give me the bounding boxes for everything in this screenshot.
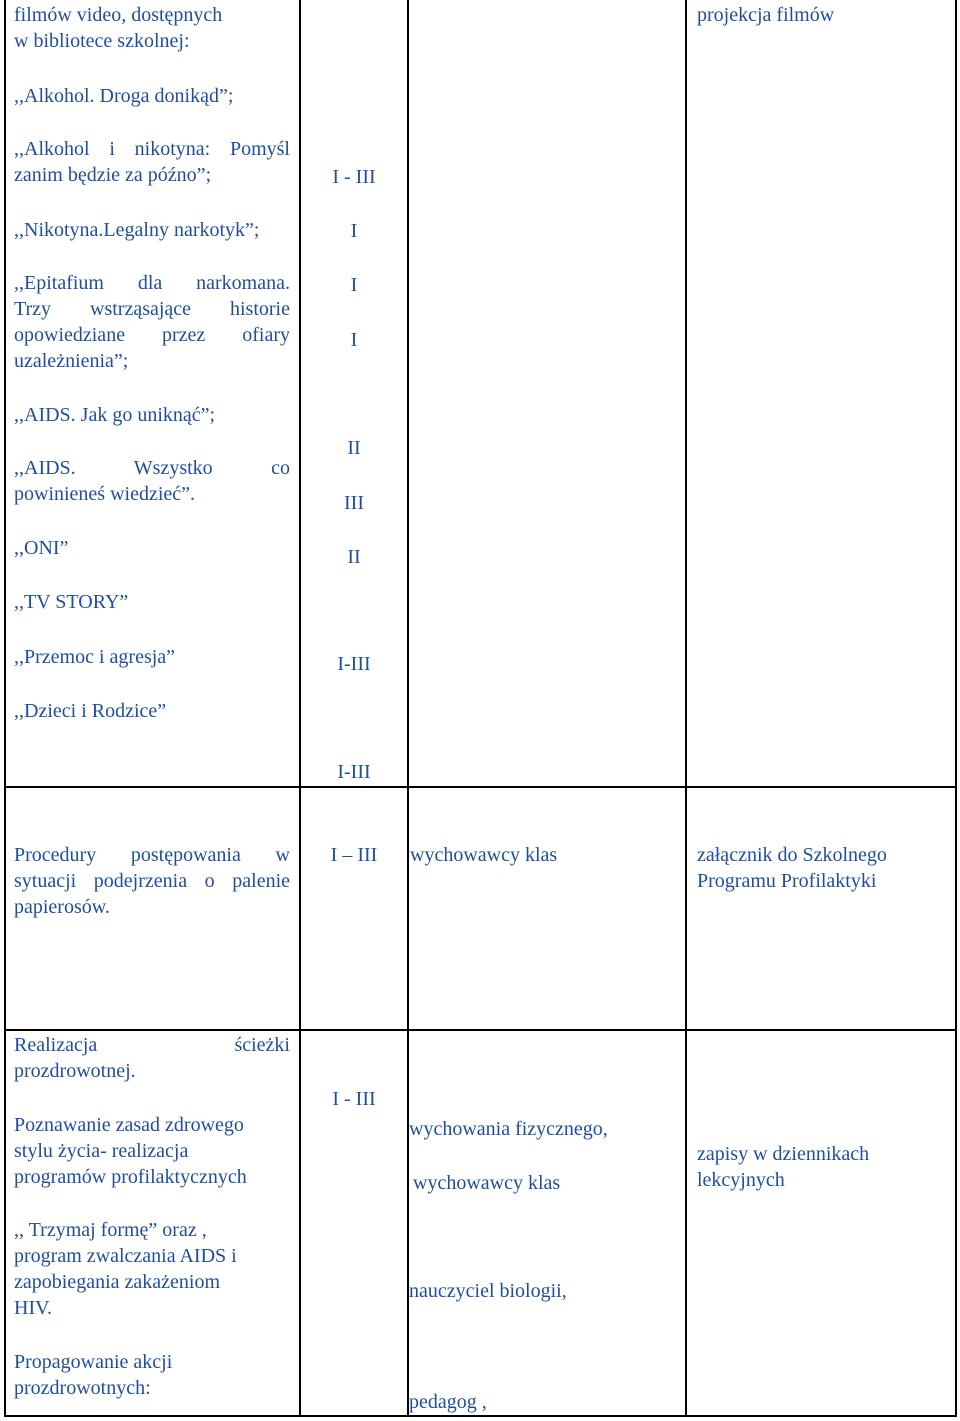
table-border-bottom <box>4 1415 957 1417</box>
responsible-person: wychowania fizycznego, <box>409 1118 608 1140</box>
film-title-alkohol-nikotyna-line-2: zanim będzie za późno”; <box>14 164 212 186</box>
film-title-epitafium-line-3: opowiedziane przez ofiary <box>14 324 290 346</box>
column-divider-2 <box>407 0 409 1417</box>
evaluation-method-line-1: zapisy w dziennikach <box>697 1143 870 1165</box>
class-level: III <box>344 492 364 514</box>
film-title-epitafium-line-2: Trzy wstrząsające historie <box>14 298 290 320</box>
film-title-oni: ,,ONI” <box>14 537 69 559</box>
responsible-person: nauczyciel biologii, <box>409 1280 567 1302</box>
film-title-alkohol-nikotyna-line-1: ,,Alkohol i nikotyna: Pomyśl <box>14 138 290 160</box>
film-title-nikotyna: ,,Nikotyna.Legalny narkotyk”; <box>14 219 260 241</box>
films-intro-line-2: w bibliotece szkolnej: <box>14 30 190 52</box>
table-border-left <box>4 0 6 1417</box>
health-path-line-2: prozdrowotnej. <box>14 1060 136 1082</box>
health-path-line-1: Realizacja ścieżki <box>14 1034 290 1056</box>
class-level: I <box>350 274 358 296</box>
class-level: I-III <box>337 761 371 783</box>
film-title-alkohol-droga: ,,Alkohol. Droga donikąd”; <box>14 85 234 107</box>
class-level: I <box>350 220 358 242</box>
program-line-1: ,, Trzymaj formę” oraz , <box>14 1219 207 1241</box>
program-line-3: zapobiegania zakażeniom <box>14 1271 220 1293</box>
row-divider-2 <box>4 1029 957 1031</box>
healthy-lifestyle-line-1: Poznawanie zasad zdrowego <box>14 1114 244 1136</box>
healthy-lifestyle-line-2: stylu życia- realizacja <box>14 1140 189 1162</box>
class-level: I – III <box>330 844 378 866</box>
row-divider-1 <box>4 786 957 788</box>
class-level: II <box>347 546 361 568</box>
column-divider-3 <box>685 0 687 1417</box>
procedures-line-2: sytuacji podejrzenia o palenie <box>14 870 290 892</box>
class-level: II <box>347 437 361 459</box>
film-title-aids-wszystko-line-2: powinieneś wiedzieć”. <box>14 483 196 505</box>
campaigns-line-1: Propagowanie akcji <box>14 1351 173 1373</box>
responsible-person: wychowawcy klas <box>410 844 558 866</box>
film-title-epitafium-line-1: ,,Epitafium dla narkomana. <box>14 272 290 294</box>
evaluation-method-line-2: lekcyjnych <box>697 1169 785 1191</box>
responsible-person: wychowawcy klas <box>413 1172 561 1194</box>
healthy-lifestyle-line-3: programów profilaktycznych <box>14 1166 247 1188</box>
responsible-person: pedagog , <box>409 1391 487 1413</box>
film-title-tv-story: ,,TV STORY” <box>14 591 129 613</box>
evaluation-method-line-1: załącznik do Szkolnego <box>697 844 887 866</box>
campaigns-line-2: prozdrowotnych: <box>14 1377 151 1399</box>
column-divider-1 <box>299 0 301 1417</box>
program-line-4: HIV. <box>14 1297 52 1319</box>
film-title-dzieci: ,,Dzieci i Rodzice” <box>14 700 167 722</box>
procedures-line-3: papierosów. <box>14 896 110 918</box>
film-title-epitafium-line-4: uzależnienia”; <box>14 350 129 372</box>
evaluation-method-line-2: Programu Profilaktyki <box>697 870 877 892</box>
evaluation-method: projekcja filmów <box>697 4 835 26</box>
class-level: I-III <box>337 653 371 675</box>
class-level: I - III <box>332 166 376 188</box>
films-intro-line-1: filmów video, dostępnych <box>14 4 223 26</box>
procedures-line-1: Procedury postępowania w <box>14 844 290 866</box>
class-level: I <box>350 329 358 351</box>
program-line-2: program zwalczania AIDS i <box>14 1245 237 1267</box>
table-border-right <box>955 0 957 1417</box>
class-level: I - III <box>332 1088 376 1110</box>
film-title-aids-jak: ,,AIDS. Jak go uniknąć”; <box>14 404 216 426</box>
film-title-przemoc: ,,Przemoc i agresja” <box>14 646 176 668</box>
film-title-aids-wszystko-line-1: ,,AIDS. Wszystko co <box>14 457 290 479</box>
